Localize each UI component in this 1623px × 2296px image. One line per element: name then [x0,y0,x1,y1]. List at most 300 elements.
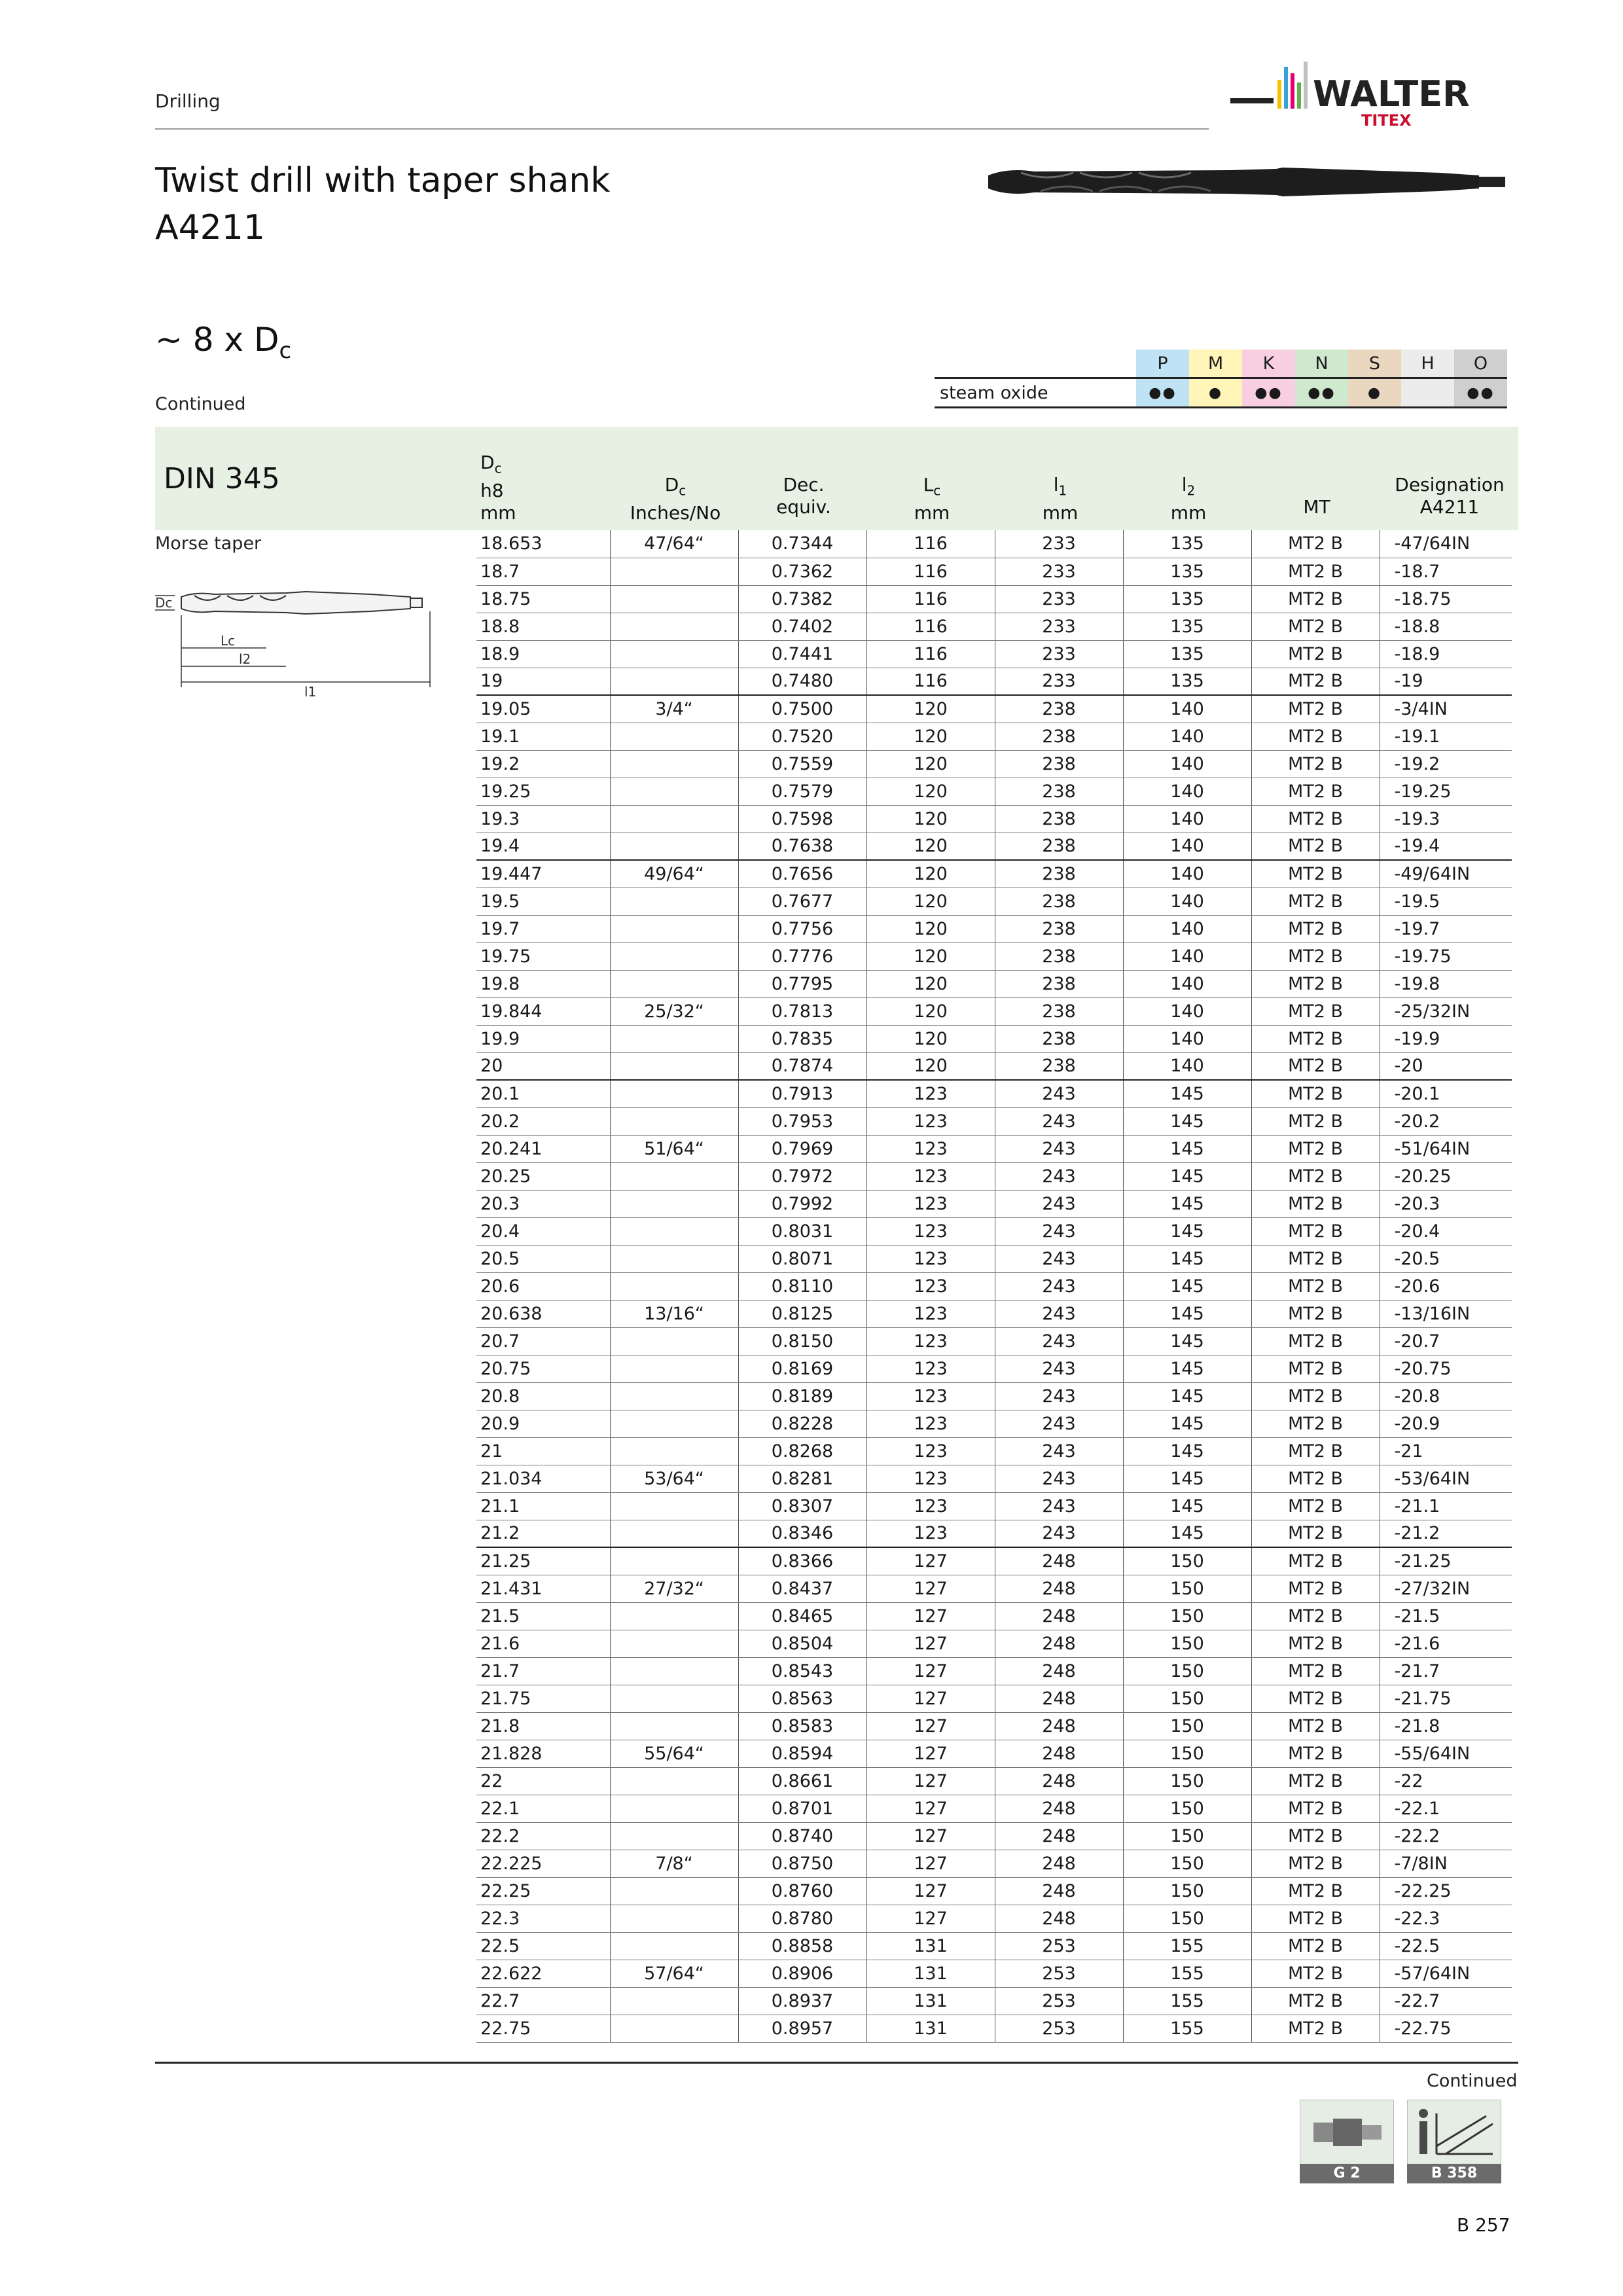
cell-lc-mm: 127 [866,1685,995,1712]
continued-label-top: Continued [155,394,246,414]
cell-l1-mm: 238 [995,888,1123,915]
cell-lc-mm: 127 [866,1630,995,1657]
cell-lc-mm: 116 [866,613,995,640]
cell-dc-inch [610,1822,738,1850]
cell-dc-inch [610,1025,738,1052]
cell-dc-inch [610,1905,738,1932]
cell-dc-mm: 21.2 [476,1520,610,1547]
cell-dec-equiv: 0.7500 [738,695,866,723]
cell-dc-inch [610,1877,738,1905]
cell-dec-equiv: 0.8150 [738,1327,866,1355]
material-h: H [1401,350,1454,378]
table-bottom-rule [155,2062,1518,2064]
cell-dc-mm: 22.3 [476,1905,610,1932]
cell-dec-equiv: 0.7480 [738,668,866,695]
cell-l1-mm: 248 [995,1685,1123,1712]
cell-l2-mm: 145 [1123,1300,1251,1327]
cell-dc-mm: 20 [476,1052,610,1080]
cell-morse-taper: MT2 B [1251,1190,1380,1217]
cell-morse-taper: MT2 B [1251,1602,1380,1630]
cell-lc-mm: 120 [866,833,995,860]
cell-l1-mm: 233 [995,585,1123,613]
cell-dec-equiv: 0.7795 [738,970,866,997]
cell-lc-mm: 123 [866,1135,995,1162]
cell-designation: -13/16IN [1380,1300,1512,1327]
cell-morse-taper: MT2 B [1251,1300,1380,1327]
tool-holder-icon [1300,2100,1393,2164]
cell-dc-inch [610,1217,738,1245]
cell-dc-inch [610,750,738,778]
drill-dimension-diagram [155,583,437,700]
cell-dc-mm: 19.447 [476,860,610,888]
table-row [476,1107,1512,1135]
cell-l2-mm: 150 [1123,1630,1251,1657]
cell-dec-equiv: 0.8701 [738,1795,866,1822]
cell-dc-inch [610,613,738,640]
cell-dc-inch: 7/8“ [610,1850,738,1877]
cell-dc-mm: 22.25 [476,1877,610,1905]
cell-dc-inch [610,558,738,585]
cell-dc-inch [610,1355,738,1382]
cell-l2-mm: 145 [1123,1437,1251,1465]
cell-l1-mm: 243 [995,1465,1123,1492]
cell-morse-taper: MT2 B [1251,1630,1380,1657]
cell-dc-inch [610,1272,738,1300]
table-row [476,1850,1512,1877]
cell-dec-equiv: 0.7677 [738,888,866,915]
table-row [476,530,1512,558]
cell-morse-taper: MT2 B [1251,1080,1380,1107]
cell-lc-mm: 120 [866,695,995,723]
cell-dc-mm: 19.2 [476,750,610,778]
cell-designation: -21.6 [1380,1630,1512,1657]
continued-label-bottom: Continued [1427,2071,1518,2091]
cell-morse-taper: MT2 B [1251,942,1380,970]
page-title: Twist drill with taper shank [155,161,611,200]
cell-dc-mm: 21.8 [476,1712,610,1740]
cell-dc-mm: 21.25 [476,1547,610,1575]
reference-b358-label[interactable]: B 358 [1407,2164,1501,2183]
table-row [476,1080,1512,1107]
suitability-h [1401,378,1454,408]
cell-dec-equiv: 0.8583 [738,1712,866,1740]
col-mt-header [1253,496,1381,518]
cell-l2-mm: 145 [1123,1410,1251,1437]
cell-morse-taper: MT2 B [1251,1162,1380,1190]
cell-dc-inch [610,970,738,997]
cell-lc-mm: 127 [866,1657,995,1685]
table-row [476,860,1512,888]
col-l2-sub: 2 [1186,482,1196,499]
cell-l1-mm: 253 [995,1932,1123,1960]
cell-designation: -21.25 [1380,1547,1512,1575]
cell-designation: -21.2 [1380,1520,1512,1547]
cell-dc-inch [610,1685,738,1712]
col-designation-label: Designation [1395,474,1505,495]
table-row [476,668,1512,695]
cell-lc-mm: 116 [866,640,995,668]
cell-dc-inch [610,915,738,942]
cell-lc-mm: 127 [866,1767,995,1795]
section-label: Drilling [155,90,221,112]
cell-dec-equiv: 0.7776 [738,942,866,970]
cell-dc-mm: 20.7 [476,1327,610,1355]
table-row [476,1602,1512,1630]
table-row [476,915,1512,942]
cell-designation: -57/64IN [1380,1960,1512,1987]
cell-lc-mm: 127 [866,1547,995,1575]
cell-morse-taper: MT2 B [1251,2015,1380,2042]
material-m: M [1189,350,1242,378]
cell-dec-equiv: 0.8780 [738,1905,866,1932]
cell-l2-mm: 135 [1123,613,1251,640]
cell-designation: -21.75 [1380,1685,1512,1712]
cell-dec-equiv: 0.8957 [738,2015,866,2042]
table-row [476,1052,1512,1080]
reference-b358-tile[interactable] [1407,2100,1501,2165]
cell-morse-taper: MT2 B [1251,1685,1380,1712]
table-row [476,1630,1512,1657]
cell-dc-inch: 3/4“ [610,695,738,723]
cell-lc-mm: 120 [866,778,995,805]
cell-dc-mm: 22.622 [476,1960,610,1987]
cell-l2-mm: 145 [1123,1465,1251,1492]
suitability-n: ●● [1295,378,1348,408]
cell-dc-mm: 20.9 [476,1410,610,1437]
cell-l1-mm: 243 [995,1520,1123,1547]
cell-lc-mm: 123 [866,1382,995,1410]
cell-dc-mm: 20.25 [476,1162,610,1190]
cell-designation: -18.7 [1380,558,1512,585]
cell-dc-mm: 20.638 [476,1300,610,1327]
cell-dc-mm: 21.828 [476,1740,610,1767]
cell-designation: -21.8 [1380,1712,1512,1740]
cell-dec-equiv: 0.7913 [738,1080,866,1107]
cell-dc-mm: 22.225 [476,1850,610,1877]
cell-l2-mm: 145 [1123,1162,1251,1190]
cell-dec-equiv: 0.7874 [738,1052,866,1080]
cell-lc-mm: 123 [866,1492,995,1520]
cell-dc-mm: 20.1 [476,1080,610,1107]
cell-dc-mm: 19.9 [476,1025,610,1052]
cell-l1-mm: 233 [995,613,1123,640]
cell-morse-taper: MT2 B [1251,1245,1380,1272]
cell-morse-taper: MT2 B [1251,778,1380,805]
table-row [476,1190,1512,1217]
cell-l1-mm: 243 [995,1162,1123,1190]
cell-lc-mm: 127 [866,1850,995,1877]
din-standard: DIN 345 [164,462,280,495]
cell-designation: -19.8 [1380,970,1512,997]
table-row [476,942,1512,970]
col-lc-sub: c [933,482,941,499]
cell-dc-inch: 51/64“ [610,1135,738,1162]
cell-dec-equiv: 0.7382 [738,585,866,613]
cell-designation: -25/32IN [1380,997,1512,1025]
cell-l2-mm: 150 [1123,1795,1251,1822]
table-row [476,805,1512,833]
cell-dec-equiv: 0.8906 [738,1960,866,1987]
table-row [476,1465,1512,1492]
cell-dc-inch [610,1107,738,1135]
cell-lc-mm: 127 [866,1877,995,1905]
cell-lc-mm: 123 [866,1162,995,1190]
table-row [476,695,1512,723]
reference-g2-label[interactable]: G 2 [1300,2164,1394,2183]
table-row [476,1712,1512,1740]
material-matrix-spacer [935,350,1136,378]
info-chart-icon [1408,2100,1501,2164]
cell-lc-mm: 116 [866,668,995,695]
cell-morse-taper: MT2 B [1251,640,1380,668]
cell-morse-taper: MT2 B [1251,833,1380,860]
cell-lc-mm: 127 [866,1795,995,1822]
cell-l2-mm: 150 [1123,1712,1251,1740]
cell-morse-taper: MT2 B [1251,997,1380,1025]
cell-morse-taper: MT2 B [1251,1410,1380,1437]
cell-l2-mm: 150 [1123,1905,1251,1932]
cell-dec-equiv: 0.8110 [738,1272,866,1300]
cell-dc-mm: 19.844 [476,997,610,1025]
cell-dec-equiv: 0.7656 [738,860,866,888]
cell-l1-mm: 253 [995,1960,1123,1987]
cell-designation: -21.7 [1380,1657,1512,1685]
cell-dc-inch [610,1327,738,1355]
suitability-s: ● [1348,378,1401,408]
cell-lc-mm: 123 [866,1080,995,1107]
material-n: N [1295,350,1348,378]
cell-dc-inch [610,1602,738,1630]
cell-morse-taper: MT2 B [1251,613,1380,640]
cell-l1-mm: 238 [995,1025,1123,1052]
cell-l2-mm: 145 [1123,1492,1251,1520]
cell-dc-mm: 19.8 [476,970,610,997]
col-l2-symbol: l [1181,474,1187,495]
cell-l1-mm: 243 [995,1300,1123,1327]
cell-dc-inch [610,1190,738,1217]
diagram-l2-label: l2 [239,651,251,667]
col-dc-tolerance: h8 [480,479,504,501]
cell-morse-taper: MT2 B [1251,723,1380,750]
cell-dc-inch [610,778,738,805]
cell-dc-inch [610,2015,738,2042]
col-dec-label2: equiv. [776,496,831,518]
cell-dec-equiv: 0.8307 [738,1492,866,1520]
cell-designation: -20.8 [1380,1382,1512,1410]
cell-lc-mm: 116 [866,530,995,558]
cell-lc-mm: 123 [866,1355,995,1382]
cell-dec-equiv: 0.7972 [738,1162,866,1190]
table-row [476,888,1512,915]
cell-l2-mm: 155 [1123,1987,1251,2015]
cell-dec-equiv: 0.8071 [738,1245,866,1272]
cell-dc-mm: 18.8 [476,613,610,640]
cell-dc-mm: 20.8 [476,1382,610,1410]
cell-designation: -19.4 [1380,833,1512,860]
suitability-k: ●● [1242,378,1295,408]
cell-morse-taper: MT2 B [1251,915,1380,942]
suitability-m: ● [1189,378,1242,408]
table-row [476,1960,1512,1987]
table-row [476,1877,1512,1905]
cell-dec-equiv: 0.7441 [738,640,866,668]
cell-dc-inch [610,1080,738,1107]
cell-l1-mm: 243 [995,1492,1123,1520]
cell-morse-taper: MT2 B [1251,1025,1380,1052]
cell-designation: -19.3 [1380,805,1512,833]
product-code: A4211 [155,208,265,247]
cell-l1-mm: 248 [995,1657,1123,1685]
cell-dc-inch [610,640,738,668]
table-row [476,1300,1512,1327]
cell-dc-inch: 13/16“ [610,1300,738,1327]
cell-l2-mm: 155 [1123,2015,1251,2042]
cell-morse-taper: MT2 B [1251,970,1380,997]
table-row [476,1245,1512,1272]
col-dc-header [480,452,516,524]
cell-dec-equiv: 0.7559 [738,750,866,778]
cell-dec-equiv: 0.8465 [738,1602,866,1630]
cell-dc-inch [610,1767,738,1795]
ratio-subscript: c [279,338,292,364]
cell-l1-mm: 233 [995,640,1123,668]
reference-g2-tile[interactable] [1300,2100,1394,2165]
cell-l2-mm: 145 [1123,1355,1251,1382]
table-row [476,1740,1512,1767]
cell-l2-mm: 150 [1123,1547,1251,1575]
cell-lc-mm: 127 [866,1712,995,1740]
cell-dc-mm: 19.1 [476,723,610,750]
cell-dc-inch [610,1795,738,1822]
cell-l2-mm: 140 [1123,970,1251,997]
table-row [476,1272,1512,1300]
cell-designation: -21.5 [1380,1602,1512,1630]
table-row [476,1685,1512,1712]
cell-dec-equiv: 0.8740 [738,1822,866,1850]
col-dc-unit: mm [480,501,516,524]
cell-dc-inch [610,1932,738,1960]
cell-lc-mm: 131 [866,1932,995,1960]
cell-dc-inch [610,1162,738,1190]
cell-designation: -22.2 [1380,1822,1512,1850]
table-row [476,1162,1512,1190]
cell-dc-mm: 19.75 [476,942,610,970]
cell-lc-mm: 120 [866,970,995,997]
cell-dec-equiv: 0.8504 [738,1630,866,1657]
cell-lc-mm: 131 [866,2015,995,2042]
cell-designation: -19.1 [1380,723,1512,750]
cell-l2-mm: 155 [1123,1932,1251,1960]
cell-dc-mm: 22.1 [476,1795,610,1822]
cell-designation: -20.3 [1380,1190,1512,1217]
walter-titex-logo [1230,60,1518,132]
cell-designation: -22.7 [1380,1987,1512,2015]
cell-l1-mm: 248 [995,1575,1123,1602]
cell-morse-taper: MT2 B [1251,1135,1380,1162]
suitability-o: ●● [1454,378,1507,408]
cell-dc-inch [610,1712,738,1740]
table-row [476,558,1512,585]
cell-dec-equiv: 0.8281 [738,1465,866,1492]
cell-l2-mm: 140 [1123,915,1251,942]
cell-l2-mm: 145 [1123,1080,1251,1107]
cell-l1-mm: 243 [995,1327,1123,1355]
cell-dc-mm: 19.25 [476,778,610,805]
col-lc-header [868,474,996,524]
cell-l1-mm: 233 [995,558,1123,585]
cell-l1-mm: 248 [995,1795,1123,1822]
cell-dec-equiv: 0.7969 [738,1135,866,1162]
cell-lc-mm: 123 [866,1300,995,1327]
cell-dc-mm: 21.7 [476,1657,610,1685]
cell-l2-mm: 135 [1123,530,1251,558]
cell-designation: -53/64IN [1380,1465,1512,1492]
cell-l1-mm: 248 [995,1740,1123,1767]
cell-l2-mm: 140 [1123,888,1251,915]
cell-designation: -49/64IN [1380,860,1512,888]
table-row [476,1932,1512,1960]
cell-designation: -19.75 [1380,942,1512,970]
material-p: P [1136,350,1189,378]
cell-l2-mm: 140 [1123,833,1251,860]
cell-dc-inch: 47/64“ [610,530,738,558]
cell-dc-mm: 20.3 [476,1190,610,1217]
cell-dec-equiv: 0.8268 [738,1437,866,1465]
table-row [476,1905,1512,1932]
cell-l1-mm: 238 [995,970,1123,997]
cell-dc-mm: 20.5 [476,1245,610,1272]
cell-l2-mm: 150 [1123,1877,1251,1905]
cell-l1-mm: 248 [995,1602,1123,1630]
cell-morse-taper: MT2 B [1251,1575,1380,1602]
cell-designation: -20.9 [1380,1410,1512,1437]
cell-lc-mm: 120 [866,1052,995,1080]
cell-l1-mm: 243 [995,1080,1123,1107]
cell-lc-mm: 131 [866,1960,995,1987]
material-k: K [1242,350,1295,378]
cell-designation: -22.1 [1380,1795,1512,1822]
cell-lc-mm: 123 [866,1245,995,1272]
cell-designation: -18.8 [1380,613,1512,640]
cell-dc-mm: 22.75 [476,2015,610,2042]
cell-dc-mm: 18.653 [476,530,610,558]
table-row [476,1025,1512,1052]
cell-dc-mm: 19.4 [476,833,610,860]
cell-morse-taper: MT2 B [1251,1987,1380,2015]
cell-lc-mm: 127 [866,1905,995,1932]
table-row [476,778,1512,805]
cell-dc-inch: 57/64“ [610,1960,738,1987]
cell-morse-taper: MT2 B [1251,530,1380,558]
cell-lc-mm: 123 [866,1437,995,1465]
cell-l1-mm: 253 [995,1987,1123,2015]
cell-l1-mm: 248 [995,1712,1123,1740]
cell-dc-inch [610,833,738,860]
cell-l2-mm: 140 [1123,723,1251,750]
cell-lc-mm: 131 [866,1987,995,2015]
cell-l2-mm: 150 [1123,1767,1251,1795]
cell-lc-mm: 120 [866,723,995,750]
cell-designation: -20.7 [1380,1327,1512,1355]
cell-dc-inch: 27/32“ [610,1575,738,1602]
cell-lc-mm: 127 [866,1602,995,1630]
cell-l1-mm: 243 [995,1437,1123,1465]
cell-morse-taper: MT2 B [1251,860,1380,888]
cell-l2-mm: 140 [1123,1052,1251,1080]
table-row [476,613,1512,640]
table-row [476,1437,1512,1465]
cell-dc-inch [610,668,738,695]
